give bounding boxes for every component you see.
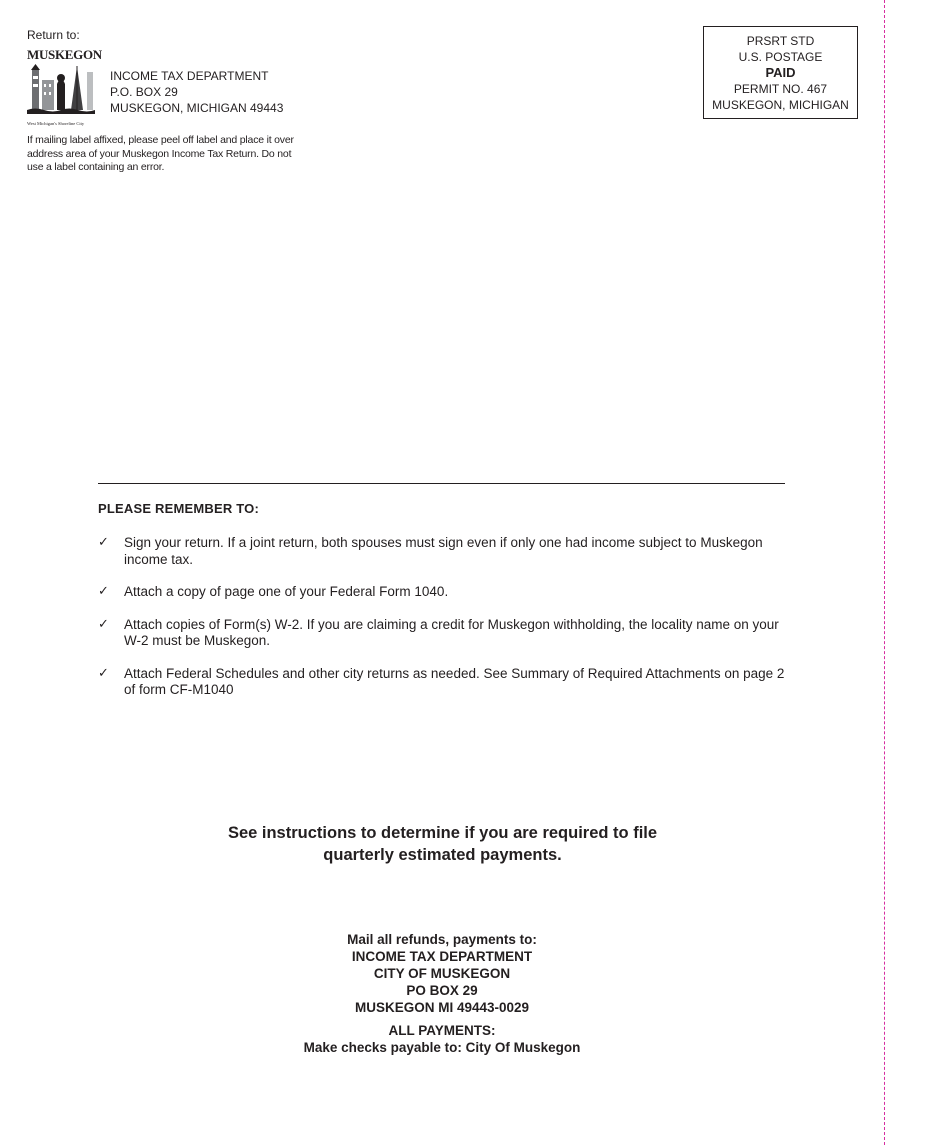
- remember-heading: PLEASE REMEMBER TO:: [98, 501, 260, 516]
- mailing-line: CITY OF MUSKEGON: [373, 966, 511, 981]
- mailing-instructions: [242, 931, 642, 1056]
- notice-line: See instructions to determine if you are required to file: [227, 824, 658, 842]
- logo-skyline-icon: [27, 62, 95, 116]
- mailing-line: INCOME TAX DEPARTMENT: [351, 949, 533, 964]
- payable-to: Make checks payable to: City Of Muskegon: [303, 1040, 581, 1055]
- checkmark-icon: ✓: [98, 535, 109, 550]
- checklist-item-text: Sign your return. If a joint return, both spouses must sign even if only one had income subject to Muskegon income tax.: [124, 535, 763, 567]
- logo-wordmark: MUSKEGON: [27, 47, 102, 62]
- checkmark-icon: ✓: [98, 584, 109, 599]
- mailing-line: MUSKEGON MI 49443-0029: [354, 1000, 530, 1015]
- checklist-item: [98, 584, 788, 601]
- muskegon-logo: [27, 47, 102, 126]
- postage-permit: PERMIT NO. 467: [733, 82, 828, 96]
- checklist-item: [98, 535, 788, 568]
- checklist-item-text: Attach Federal Schedules and other city returns as needed. See Summary of Required Attachments on page 2 of form CF-M1040: [124, 665, 785, 697]
- checklist-item-text: Attach a copy of page one of your Federal Form 1040.: [124, 584, 449, 599]
- mailing-line: PO BOX 29: [406, 983, 478, 998]
- return-address-line: MUSKEGON, MICHIGAN 49443: [110, 101, 284, 115]
- estimated-payments-notice: [190, 823, 695, 866]
- postage-location: MUSKEGON, MICHIGAN: [712, 98, 849, 112]
- checkmark-icon: ✓: [98, 665, 109, 681]
- return-address-line: INCOME TAX DEPARTMENT: [110, 69, 269, 83]
- perforation-cut-line: [884, 0, 885, 1145]
- return-address: [110, 68, 283, 116]
- checklist-item: [98, 617, 788, 650]
- checkmark-icon: ✓: [98, 616, 109, 632]
- section-divider: [98, 483, 785, 484]
- postage-us: U.S. POSTAGE: [738, 50, 823, 64]
- return-address-line: P.O. BOX 29: [110, 85, 178, 99]
- notice-line: quarterly estimated payments.: [323, 845, 562, 864]
- postage-indicia: [703, 26, 858, 119]
- mailing-label-note: If mailing label affixed, please peel off label and place it over address area of your Muskegon Income Tax Return. Do not use a label containing an error.: [27, 134, 294, 173]
- checklist-item: [98, 666, 788, 699]
- logo-tagline: West Michigan's Shoreline City: [27, 121, 85, 126]
- remember-checklist: [98, 535, 788, 715]
- postage-paid: PAID: [765, 65, 796, 80]
- return-to-label: Return to:: [27, 28, 80, 42]
- postage-class: PRSRT STD: [746, 34, 815, 48]
- payments-heading: ALL PAYMENTS:: [388, 1023, 496, 1038]
- checklist-item-text: Attach copies of Form(s) W-2. If you are claiming a credit for Muskegon withholding, the locality name on your W-2 must be Muskegon.: [124, 616, 779, 648]
- mailing-heading: Mail all refunds, payments to:: [347, 932, 537, 947]
